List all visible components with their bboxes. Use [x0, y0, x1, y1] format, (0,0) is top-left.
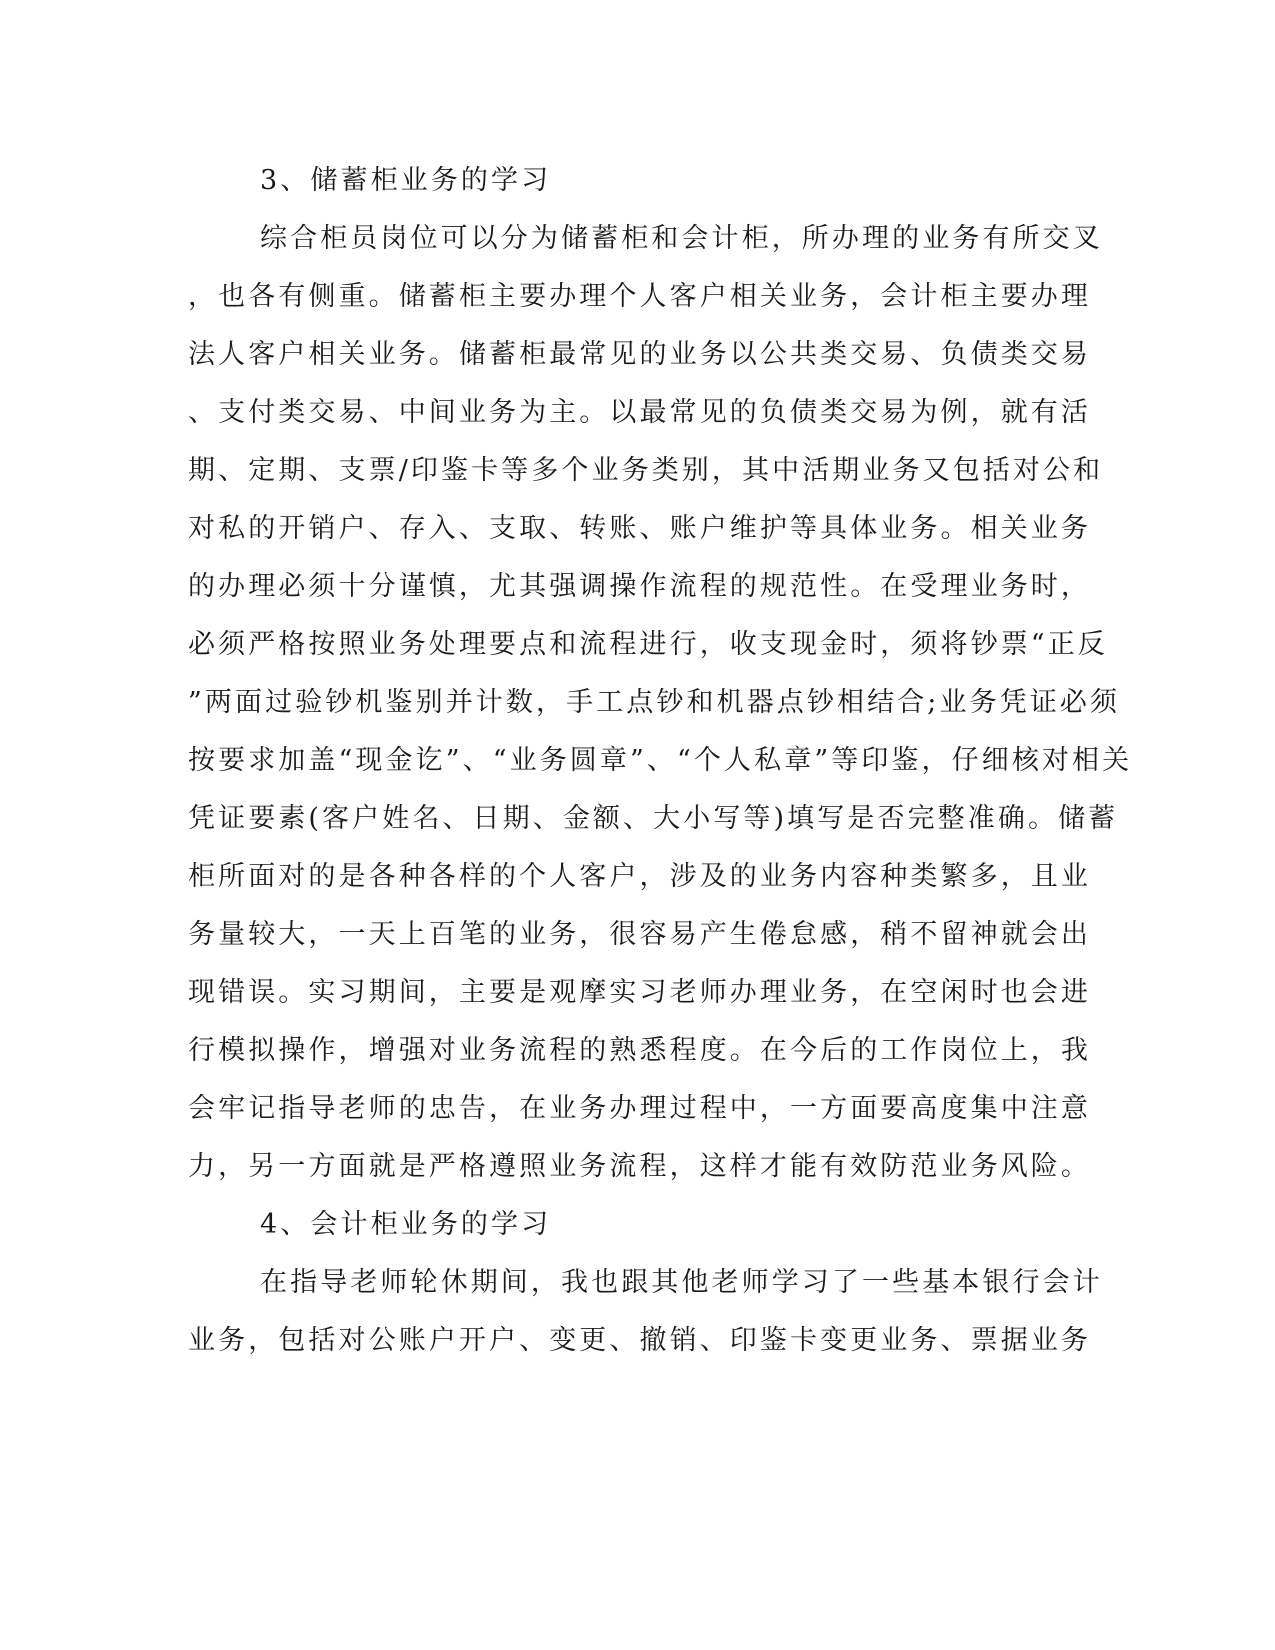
paragraph-line: 的办理必须十分谨慎，尤其强调操作流程的规范性。在受理业务时，	[188, 571, 1091, 602]
paragraph-line: 按要求加盖“现金讫”、“业务圆章”、“个人私章”等印鉴，仔细核对相关	[188, 745, 1133, 776]
paragraph-line: 、支付类交易、中间业务为主。以最常见的负债类交易为例，就有活	[188, 397, 1091, 428]
paragraph-line: 现错误。实习期间，主要是观摩实习老师办理业务，在空闲时也会进	[188, 977, 1091, 1008]
section-heading-3: 3、储蓄柜业务的学习	[260, 165, 552, 196]
paragraph-line: 在指导老师轮休期间，我也跟其他老师学习了一些基本银行会计	[260, 1267, 1103, 1298]
paragraph-line: 必须严格按照业务处理要点和流程进行，收支现金时，须将钞票“正反	[188, 629, 1108, 660]
paragraph-line: 力，另一方面就是严格遵照业务流程，这样才能有效防范业务风险。	[188, 1151, 1091, 1182]
paragraph-line: 综合柜员岗位可以分为储蓄柜和会计柜，所办理的业务有所交叉	[260, 223, 1103, 254]
paragraph-line: 行模拟操作，增强对业务流程的熟悉程度。在今后的工作岗位上，我	[188, 1035, 1091, 1066]
paragraph-line: 会牢记指导老师的忠告，在业务办理过程中，一方面要高度集中注意	[188, 1093, 1091, 1124]
section-heading-4: 4、会计柜业务的学习	[260, 1209, 552, 1240]
paragraph-line: 对私的开销户、存入、支取、转账、账户维护等具体业务。相关业务	[188, 513, 1091, 544]
paragraph-line: ，也各有侧重。储蓄柜主要办理个人客户相关业务，会计柜主要办理	[188, 281, 1091, 312]
paragraph-line: 业务，包括对公账户开户、变更、撤销、印鉴卡变更业务、票据业务	[188, 1325, 1091, 1356]
paragraph-line: 务量较大，一天上百笔的业务，很容易产生倦怠感，稍不留神就会出	[188, 919, 1091, 950]
paragraph-line: ”两面过验钞机鉴别并计数，手工点钞和机器点钞相结合;业务凭证必须	[188, 687, 1121, 718]
paragraph-line: 柜所面对的是各种各样的个人客户，涉及的业务内容种类繁多，且业	[188, 861, 1091, 892]
paragraph-line: 法人客户相关业务。储蓄柜最常见的业务以公共类交易、负债类交易	[188, 339, 1091, 370]
paragraph-line: 凭证要素(客户姓名、日期、金额、大小写等)填写是否完整准确。储蓄	[188, 803, 1119, 834]
paragraph-line: 期、定期、支票/印鉴卡等多个业务类别，其中活期业务又包括对公和	[188, 455, 1104, 486]
